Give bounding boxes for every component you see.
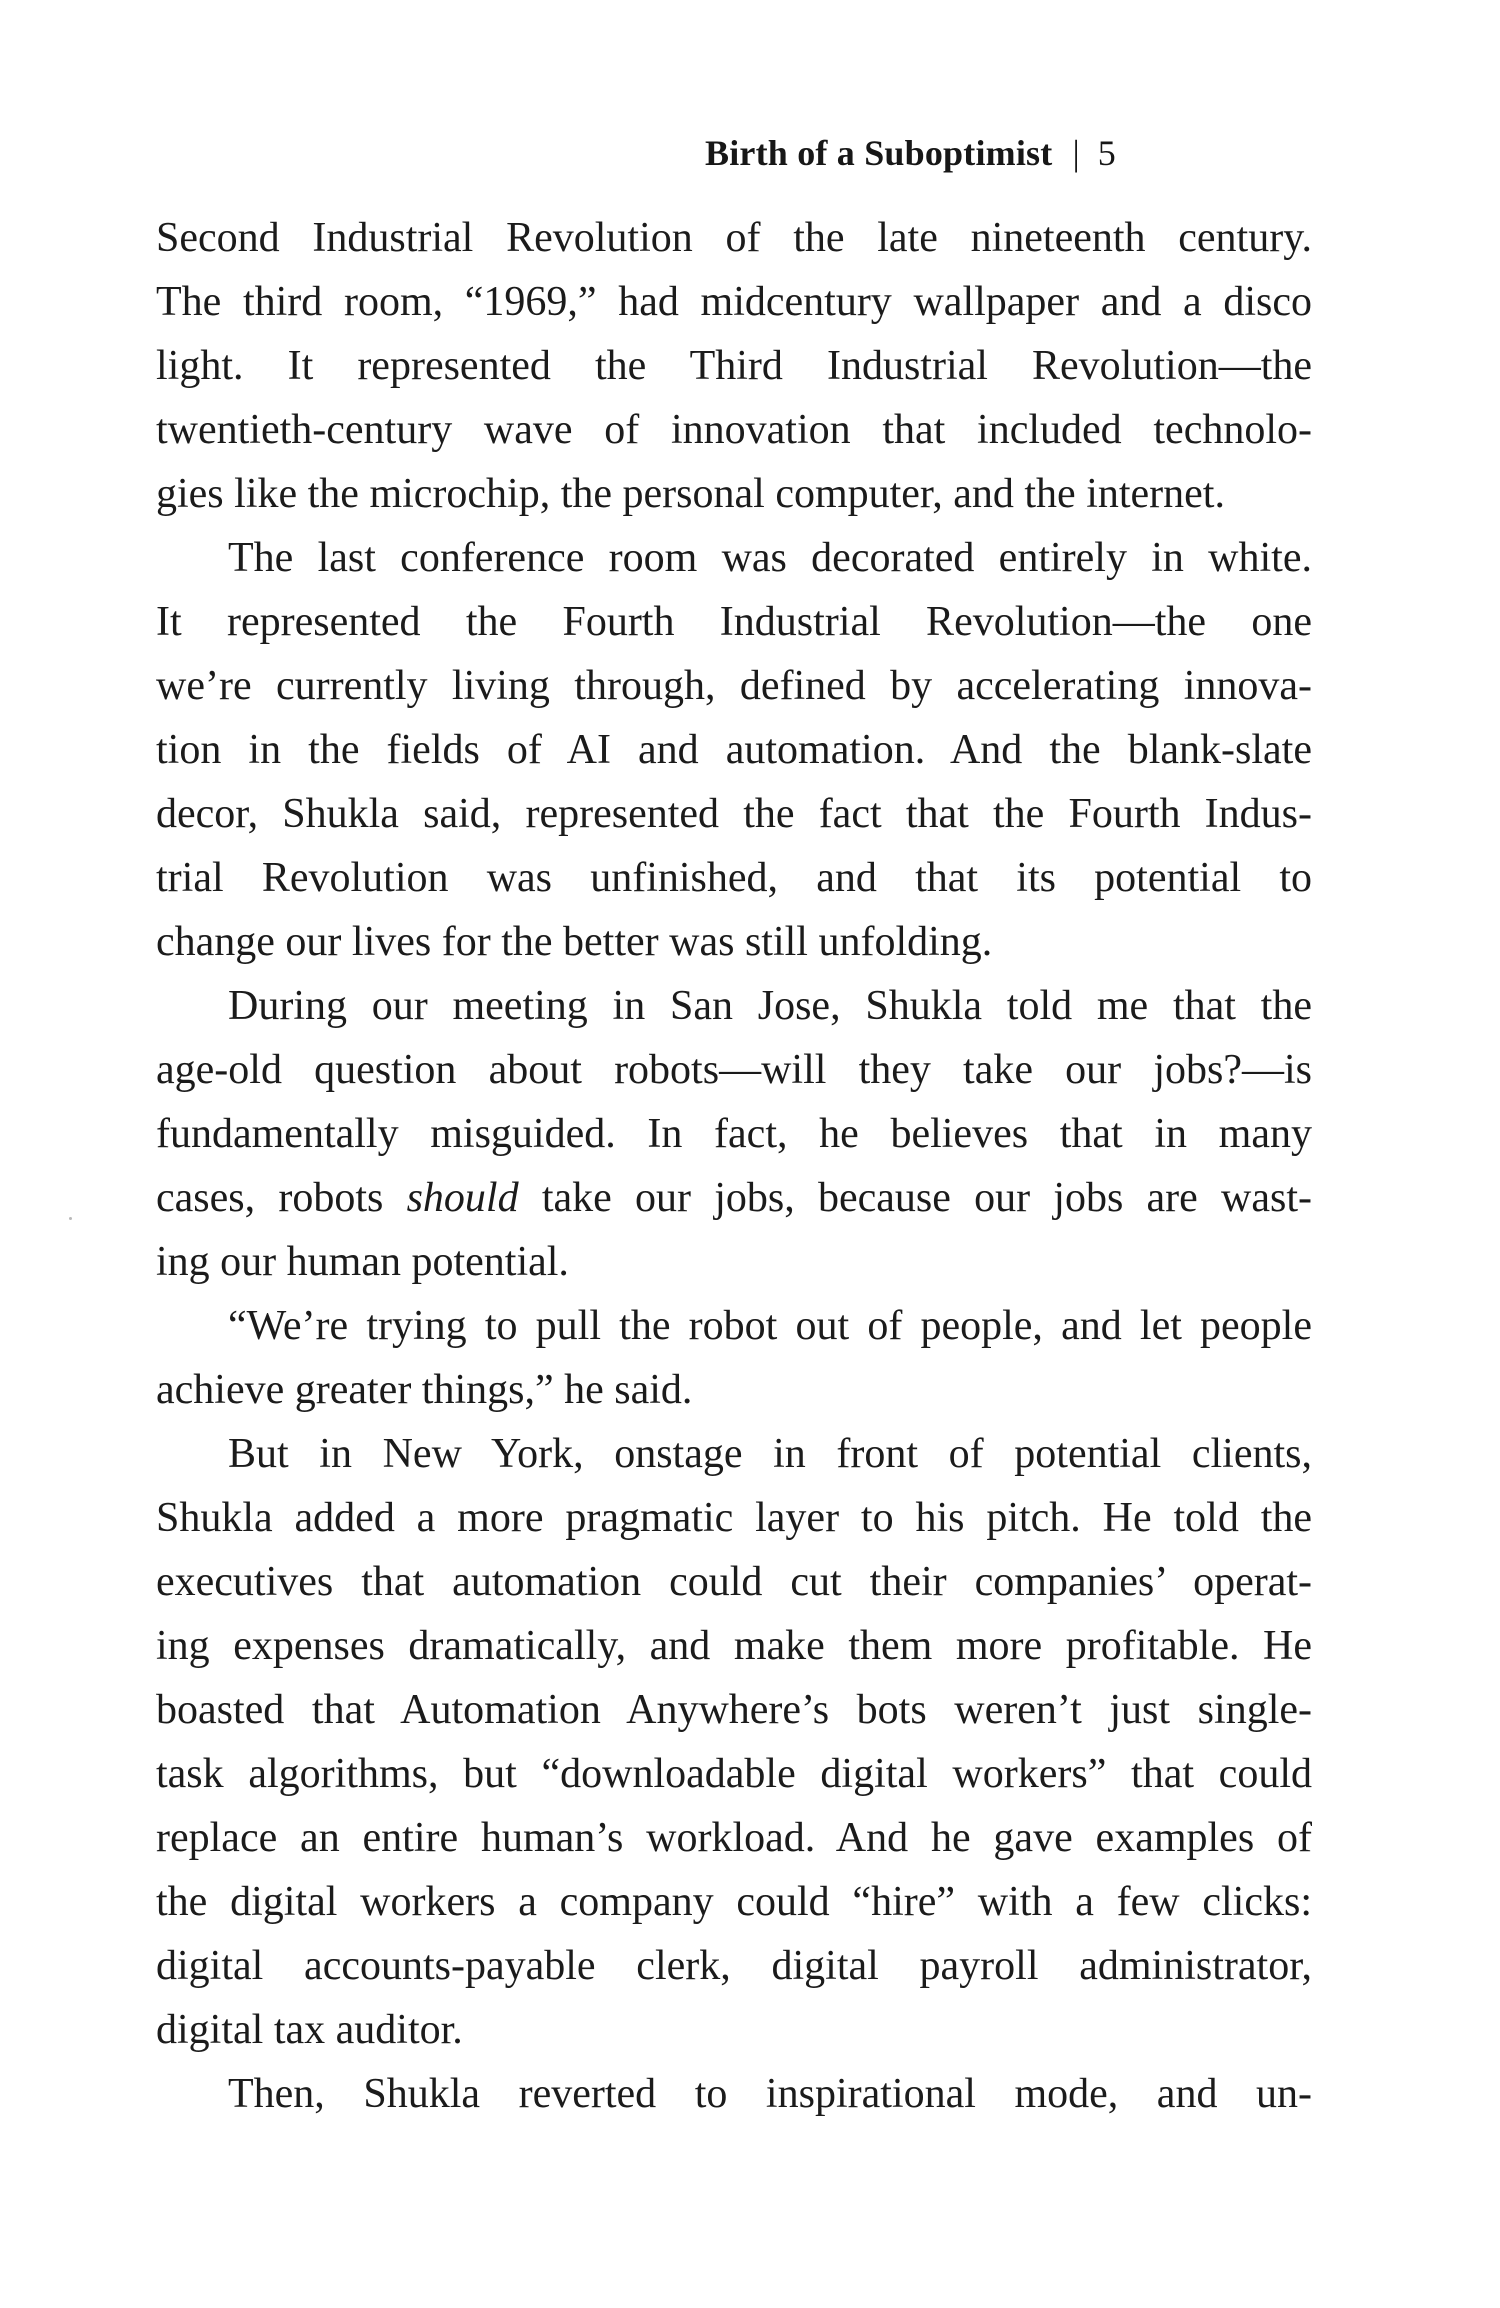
running-head xyxy=(705,128,1116,178)
header-separator: | xyxy=(1072,133,1080,173)
text-line: digital tax auditor. xyxy=(156,2007,463,2053)
text-line: trial Revolution was unfinished, and that its potential to xyxy=(156,855,1312,901)
text-line: the digital workers a company could “hire” with a few clicks: xyxy=(156,1879,1312,1925)
chapter-title: Birth of a Suboptimist xyxy=(705,133,1053,173)
text-segment: take our jobs, because our jobs are wast- xyxy=(518,1175,1312,1221)
text-line: executives that automation could cut their companies’ operat- xyxy=(156,1559,1312,1605)
text-line: twentieth-century wave of innovation that included technolo- xyxy=(156,407,1312,453)
emphasis: should xyxy=(406,1175,519,1221)
text-line: It represented the Fourth Industrial Revolution—the one xyxy=(156,599,1312,645)
text-line: change our lives for the better was still unfolding. xyxy=(156,919,993,965)
text-line: ing expenses dramatically, and make them more profitable. He xyxy=(156,1623,1312,1669)
text-line-with-emphasis xyxy=(156,1166,1312,1230)
page-number: 5 xyxy=(1097,133,1116,173)
text-line: gies like the microchip, the personal computer, and the internet. xyxy=(156,471,1225,517)
text-line: replace an entire human’s workload. And he gave examples of xyxy=(156,1815,1312,1861)
text-line: Second Industrial Revolution of the late nineteenth century. xyxy=(156,215,1312,261)
body-text xyxy=(156,206,1312,2126)
text-line: The third room, “1969,” had midcentury wallpaper and a disco xyxy=(156,279,1312,325)
text-segment: cases, robots xyxy=(156,1175,407,1221)
text-line: ing our human potential. xyxy=(156,1239,569,1285)
text-line: achieve greater things,” he said. xyxy=(156,1367,693,1413)
text-line: age-old question about robots—will they take our jobs?—is xyxy=(156,1047,1312,1093)
scan-speck xyxy=(69,1217,72,1220)
text-line: light. It represented the Third Industrial Revolution—the xyxy=(156,343,1312,389)
text-line: But in New York, onstage in front of potential clients, xyxy=(228,1431,1312,1477)
text-line: fundamentally misguided. In fact, he believes that in many xyxy=(156,1111,1312,1157)
text-line: During our meeting in San Jose, Shukla told me that the xyxy=(228,983,1312,1029)
text-line: we’re currently living through, defined by accelerating innova- xyxy=(156,663,1312,709)
text-line: digital accounts-payable clerk, digital payroll administrator, xyxy=(156,1943,1312,1989)
text-line: “We’re trying to pull the robot out of people, and let people xyxy=(228,1303,1312,1349)
text-line: task algorithms, but “downloadable digital workers” that could xyxy=(156,1751,1312,1797)
text-line: boasted that Automation Anywhere’s bots weren’t just single- xyxy=(156,1687,1312,1733)
text-line: decor, Shukla said, represented the fact that the Fourth Indus- xyxy=(156,791,1312,837)
text-line: The last conference room was decorated entirely in white. xyxy=(228,535,1312,581)
text-line: Shukla added a more pragmatic layer to his pitch. He told the xyxy=(156,1495,1312,1541)
text-line: Then, Shukla reverted to inspirational mode, and un- xyxy=(228,2071,1312,2117)
text-line: tion in the fields of AI and automation. And the blank-slate xyxy=(156,727,1312,773)
